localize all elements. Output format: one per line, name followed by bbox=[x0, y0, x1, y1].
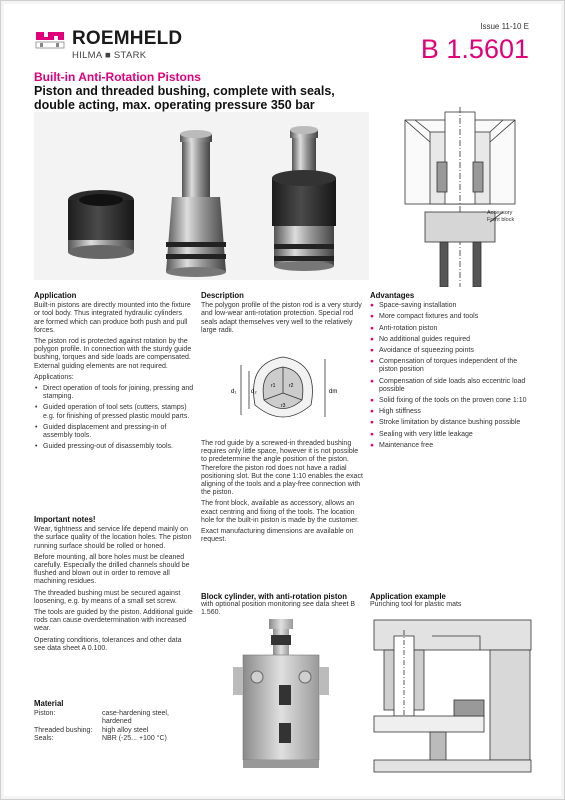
list-item: ● High stiffness bbox=[370, 408, 535, 416]
material-row: Piston: case-hardening steel, hardened bbox=[34, 710, 169, 726]
list-item: ● Maintenance free bbox=[370, 442, 535, 450]
list-item: ● Anti-rotation piston bbox=[370, 325, 535, 333]
advantages-section bbox=[370, 292, 535, 453]
application-list bbox=[34, 385, 194, 451]
application-example-text: Punching tool for plastic mats bbox=[370, 601, 462, 609]
sub-brand: HILMA ■ STARK bbox=[72, 50, 147, 61]
title-line-1: Built-in Anti-Rotation Pistons bbox=[34, 70, 201, 84]
list-item: • Guided displacement and pressing-in of assembly tools. bbox=[34, 424, 194, 440]
list-item: ● Space-saving installation bbox=[370, 302, 535, 310]
notes-text-1: Wear, tightness and service life depend mainly on the surface quality of the location holes. The piston running surface should be rolled or honed. bbox=[34, 526, 192, 550]
list-item: ● Sealing with very little leakage bbox=[370, 431, 535, 439]
application-heading: Application bbox=[34, 291, 77, 300]
material-row: Seals: NBR (-25... +100 °C) bbox=[34, 734, 167, 742]
block-cylinder-text: with optional position monitoring see data sheet B 1.560. bbox=[201, 601, 356, 617]
advantages-heading: Advantages bbox=[370, 291, 415, 300]
title-line-2: Piston and threaded bushing, complete with seals, bbox=[34, 84, 335, 98]
material-section bbox=[34, 700, 194, 743]
svg-text:d₂: d₂ bbox=[251, 389, 257, 395]
svg-text:r3: r3 bbox=[281, 403, 286, 409]
application-text-2: The piston rod is protected against rotation by the polygon profile. In connection with the sturdy guide bushing, torques and side loads are compensated. External guiding elements are not required. bbox=[34, 338, 192, 370]
description-section bbox=[201, 292, 364, 338]
application-text-3: Applications: bbox=[34, 373, 74, 381]
list-item: • Guided pressing-out of disassembly tools. bbox=[34, 443, 194, 451]
notes-text-5: Operating conditions, tolerances and other data see data sheet A 0.100. bbox=[34, 636, 182, 652]
drawing-label-accessory: Accessory bbox=[487, 210, 513, 216]
issue-label: Issue 11-10 E bbox=[480, 22, 529, 31]
punching-tool-drawing bbox=[370, 616, 535, 776]
product-photo bbox=[34, 112, 369, 280]
list-item: ● Compensation of torques independent of the piston position bbox=[370, 358, 535, 374]
title-line-3: double acting, max. operating pressure 350 bar bbox=[34, 98, 315, 112]
svg-text:r1: r1 bbox=[271, 383, 276, 389]
svg-text:dm: dm bbox=[329, 389, 338, 395]
svg-text:r2: r2 bbox=[289, 383, 294, 389]
list-item: ● Stroke limitation by distance bushing possible bbox=[370, 419, 535, 427]
list-item: ● Avoidance of squeezing points bbox=[370, 347, 535, 355]
block-cylinder-photo bbox=[225, 615, 335, 775]
advantages-list bbox=[370, 302, 535, 450]
notes-section bbox=[34, 516, 194, 656]
notes-heading: Important notes! bbox=[34, 515, 96, 524]
list-item: • Direct operation of tools for joining, pressing and stamping. bbox=[34, 385, 194, 401]
material-heading: Material bbox=[34, 699, 64, 708]
description-text-2: The rod guide by a screwed-in threaded bushing requires only little space, however it is not possible to predetermine the angle position of the piston. Therefore the piston rod does not have a radial positioning slot. But the cone 1:10 enables the exact aligning of the tools and a play-free connection with the piston. bbox=[201, 440, 363, 497]
list-item: ● No additional guides required bbox=[370, 336, 535, 344]
description-text-4: Exact manufacturing dimensions are available on request. bbox=[201, 528, 354, 544]
logo-icon bbox=[34, 28, 66, 50]
description-section-continued bbox=[201, 440, 364, 547]
drawing-label-front-block: Front block bbox=[487, 217, 515, 223]
description-text-3: The front block, available as accessory, allows an exact centring and fixing of the tools. The location hole for the built-in piston is made by the customer. bbox=[201, 500, 359, 524]
application-section bbox=[34, 292, 194, 454]
description-heading: Description bbox=[201, 291, 244, 300]
application-example-section bbox=[370, 593, 535, 612]
list-item: ● Compensation of side loads also eccentric load possible bbox=[370, 378, 535, 394]
list-item: • Guided operation of tool sets (cutters, stamps) e.g. for finishing of pressed plastic mould parts. bbox=[34, 404, 194, 420]
material-row: Threaded bushing: high alloy steel bbox=[34, 726, 149, 734]
notes-text-3: The threaded bushing must be secured against loosening, e.g. by means of a small set screw. bbox=[34, 589, 181, 605]
brand-name: ROEMHELD bbox=[72, 28, 183, 49]
installation-drawing bbox=[385, 102, 535, 287]
application-example-heading: Application example bbox=[370, 592, 446, 601]
notes-text-4: The tools are guided by the piston. Additional guide rods can cause overdetermination with increased wear. bbox=[34, 609, 193, 633]
datasheet-code: B 1.5601 bbox=[420, 34, 529, 64]
list-item: ● More compact fixtures and tools bbox=[370, 313, 535, 321]
polygon-profile-drawing bbox=[201, 345, 364, 435]
notes-text-2: Before mounting, all bore holes must be cleaned carefully. Especially the drilled channels should be flushed and blown out in order to remove all machining residues. bbox=[34, 553, 190, 586]
description-text-1: The polygon profile of the piston rod is a very sturdy and low-wear anti-rotation protection. Special rod seals adapt themselves very well to the relatively large radii. bbox=[201, 302, 362, 334]
page-title bbox=[34, 70, 374, 112]
application-text-1: Built-in pistons are directly mounted into the fixture or tool body. Thus integrated hydraulic cylinders are formed which can produce both push and pull forces. bbox=[34, 302, 191, 334]
block-cylinder-heading: Block cylinder, with anti-rotation piston bbox=[201, 592, 347, 601]
list-item: ● Solid fixing of the tools on the proven cone 1:10 bbox=[370, 397, 535, 405]
svg-text:d₁: d₁ bbox=[231, 389, 237, 395]
